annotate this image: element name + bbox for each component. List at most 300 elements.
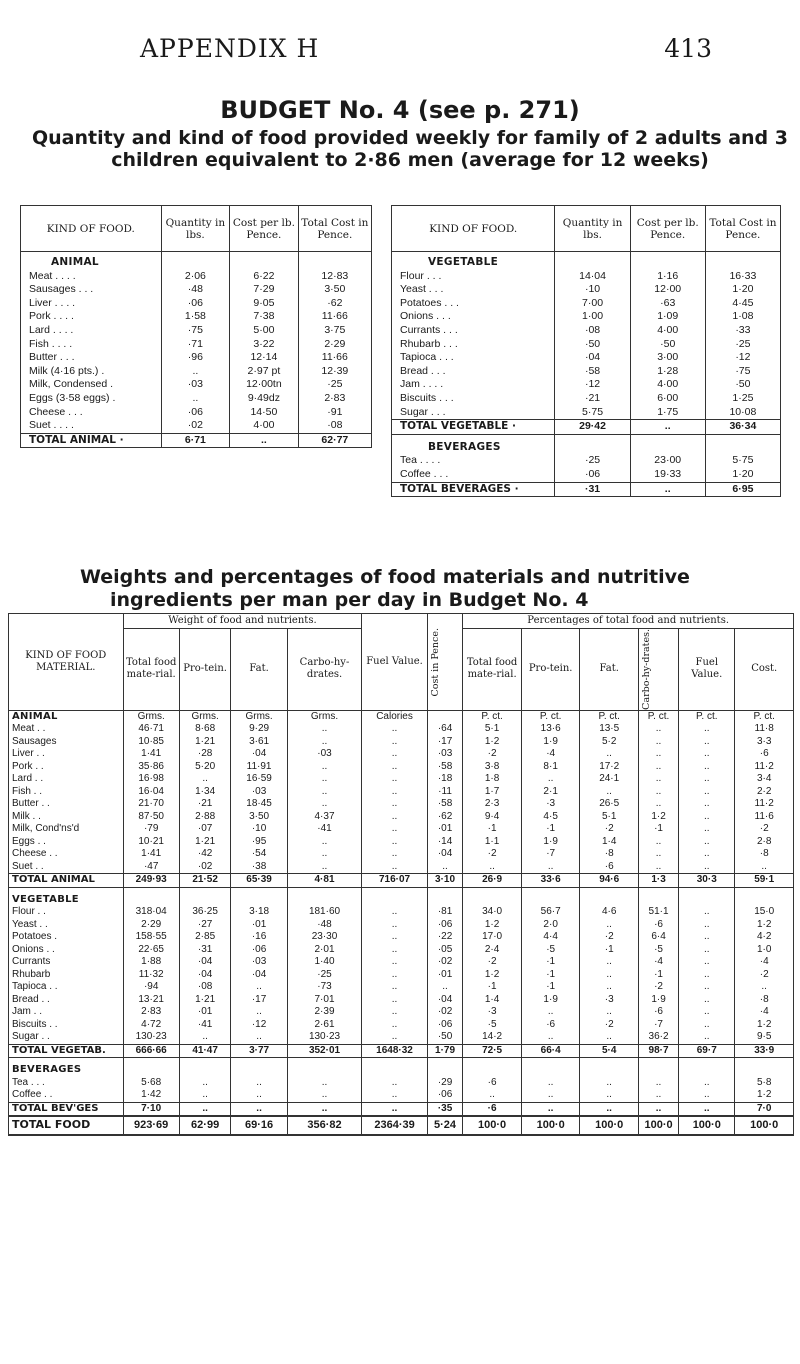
total-value: .. <box>580 1102 639 1116</box>
total-value: 100·0 <box>638 1116 678 1135</box>
row-label: Sugar . . <box>9 1031 124 1044</box>
row-value: 4·00 <box>630 324 705 338</box>
food-row <box>392 392 781 406</box>
row-value: 158·55 <box>123 931 179 944</box>
food-row <box>9 931 794 944</box>
total-value: 7·10 <box>123 1102 179 1116</box>
row-value: .. <box>287 1077 362 1090</box>
empty-cell <box>123 1058 179 1077</box>
row-value: 51·1 <box>638 906 678 919</box>
col-cost-pence: Cost in Pence. <box>429 627 441 697</box>
row-value: ·01 <box>427 823 463 836</box>
row-value: 5·8 <box>735 1077 794 1090</box>
row-value: 11·91 <box>231 761 287 774</box>
unit-label: P. ct. <box>735 710 794 723</box>
row-label: Onions . . <box>9 944 124 957</box>
row-value: 9·29 <box>231 723 287 736</box>
row-label: Fish . . . . <box>21 338 162 352</box>
row-value: .. <box>362 1089 427 1102</box>
row-value: ·02 <box>161 419 230 433</box>
row-value: .. <box>231 1089 287 1102</box>
row-value: ·25 <box>555 454 630 468</box>
row-label: Milk (4·16 pts.) . <box>21 365 162 379</box>
total-value: ·31 <box>555 482 630 497</box>
total-value: .. <box>638 1102 678 1116</box>
row-value: 7·01 <box>287 994 362 1007</box>
empty-cell <box>231 1058 287 1077</box>
row-label: Meat . . . . <box>21 270 162 284</box>
total-value: .. <box>231 1102 287 1116</box>
total-value: 62·77 <box>298 433 371 448</box>
row-label: Tapioca . . . <box>392 351 555 365</box>
row-value: ·3 <box>580 994 639 1007</box>
total-value: 2364·39 <box>362 1116 427 1135</box>
row-value: ·64 <box>427 723 463 736</box>
row-value: .. <box>362 861 427 874</box>
row-value: .. <box>679 761 735 774</box>
row-value: 12·14 <box>230 351 299 365</box>
row-value: 13·6 <box>521 723 580 736</box>
total-label: TOTAL VEGETAB. <box>9 1044 124 1058</box>
row-value: .. <box>679 836 735 849</box>
row-value: ·4 <box>638 956 678 969</box>
row-value: ·21 <box>179 798 231 811</box>
food-row <box>392 297 781 311</box>
unit-label: Grms. <box>231 710 287 723</box>
row-value: 2·4 <box>463 944 522 957</box>
section-heading-row <box>392 434 781 454</box>
total-value: 100·0 <box>735 1116 794 1135</box>
row-value: ·2 <box>580 823 639 836</box>
row-value: .. <box>231 981 287 994</box>
total-row <box>21 433 372 448</box>
row-label: Tea . . . . <box>392 454 555 468</box>
row-value: .. <box>521 1031 580 1044</box>
row-value: 2·2 <box>735 786 794 799</box>
row-value: ·08 <box>298 419 371 433</box>
food-row <box>392 365 781 379</box>
row-value: .. <box>362 761 427 774</box>
row-value: .. <box>362 1031 427 1044</box>
row-value: 13·5 <box>580 723 639 736</box>
row-value: .. <box>580 786 639 799</box>
row-value: ·12 <box>555 378 630 392</box>
food-row <box>9 1031 794 1044</box>
empty-cell <box>161 252 230 270</box>
row-value: .. <box>679 956 735 969</box>
row-value: .. <box>679 944 735 957</box>
row-value: 2·83 <box>298 392 371 406</box>
row-value: .. <box>679 906 735 919</box>
row-value: 35·86 <box>123 761 179 774</box>
row-value: .. <box>362 956 427 969</box>
row-value: 16·33 <box>705 270 780 284</box>
row-value: ·41 <box>287 823 362 836</box>
row-value: 11·2 <box>735 798 794 811</box>
col-total-food: Total food mate-rial. <box>123 629 179 711</box>
vegetable-budget-table <box>391 205 781 497</box>
food-row <box>21 283 372 297</box>
row-value: 7·29 <box>230 283 299 297</box>
empty-cell <box>287 887 362 906</box>
row-value: ·04 <box>427 848 463 861</box>
row-value: .. <box>679 969 735 982</box>
row-value: 1·16 <box>630 270 705 284</box>
total-value: 33·9 <box>735 1044 794 1058</box>
row-label: Currants <box>9 956 124 969</box>
food-row <box>9 786 794 799</box>
row-value: ·2 <box>580 931 639 944</box>
row-label: Flour . . <box>9 906 124 919</box>
row-value: ·17 <box>231 994 287 1007</box>
row-value: .. <box>638 1089 678 1102</box>
total-value: 29·42 <box>555 420 630 435</box>
total-value: 249·93 <box>123 874 179 888</box>
row-label: Sugar . . . <box>392 406 555 420</box>
row-label: Onions . . . <box>392 310 555 324</box>
total-value: 36·34 <box>705 420 780 435</box>
row-value: 8·1 <box>521 761 580 774</box>
row-value: .. <box>679 748 735 761</box>
total-label: TOTAL FOOD <box>9 1116 124 1135</box>
section-heading-row <box>9 887 794 906</box>
row-value: ·4 <box>735 956 794 969</box>
row-value: ·08 <box>179 981 231 994</box>
food-row <box>9 944 794 957</box>
row-value: 3·00 <box>630 351 705 365</box>
col-qty: Quantity in lbs. <box>161 206 230 252</box>
total-value: 923·69 <box>123 1116 179 1135</box>
row-value: .. <box>521 1089 580 1102</box>
row-value: .. <box>679 773 735 786</box>
total-value: 3·77 <box>231 1044 287 1058</box>
col-fat: Fat. <box>231 629 287 711</box>
col-fuel: Fuel Value. <box>362 614 427 711</box>
row-value: .. <box>638 1077 678 1090</box>
row-value: 11·8 <box>735 723 794 736</box>
row-value: .. <box>362 748 427 761</box>
row-value: ·96 <box>161 351 230 365</box>
row-value: 15·0 <box>735 906 794 919</box>
row-value: 1·21 <box>179 736 231 749</box>
section-heading: ANIMAL <box>21 252 162 270</box>
row-value: ·1 <box>638 969 678 982</box>
row-label: Rhubarb <box>9 969 124 982</box>
total-value: 1·3 <box>638 874 678 888</box>
empty-cell <box>638 1058 678 1077</box>
empty-cell <box>179 1058 231 1077</box>
empty-cell <box>705 252 780 270</box>
row-value: 24·1 <box>580 773 639 786</box>
row-value: 9·49dz <box>230 392 299 406</box>
food-row <box>21 338 372 352</box>
row-label: Biscuits . . <box>9 1019 124 1032</box>
total-value: 5·24 <box>427 1116 463 1135</box>
col-total: Total Cost in Pence. <box>298 206 371 252</box>
row-value: ·18 <box>427 773 463 786</box>
total-value: 66·4 <box>521 1044 580 1058</box>
total-value: .. <box>179 1102 231 1116</box>
col-cost-lb: Cost per lb. Pence. <box>230 206 299 252</box>
row-label: Fish . . <box>9 786 124 799</box>
food-row <box>9 969 794 982</box>
row-value: .. <box>287 848 362 861</box>
row-value: .. <box>287 773 362 786</box>
row-value: 1·2 <box>735 919 794 932</box>
row-value: 2·88 <box>179 811 231 824</box>
section-heading-row <box>21 252 372 270</box>
total-value: 30·3 <box>679 874 735 888</box>
row-value: ·29 <box>427 1077 463 1090</box>
row-value: 3·50 <box>298 283 371 297</box>
row-value: .. <box>679 823 735 836</box>
row-value: 23·30 <box>287 931 362 944</box>
row-value: ·06 <box>427 1019 463 1032</box>
total-value: 5·4 <box>580 1044 639 1058</box>
row-value: ·6 <box>580 861 639 874</box>
row-value: ·71 <box>161 338 230 352</box>
row-value: ·2 <box>735 823 794 836</box>
row-value: 1·9 <box>521 836 580 849</box>
unit-label: Grms. <box>179 710 231 723</box>
row-value: ·27 <box>179 919 231 932</box>
row-value: .. <box>362 931 427 944</box>
row-value: 17·0 <box>463 931 522 944</box>
row-value: ·38 <box>231 861 287 874</box>
row-value: .. <box>362 836 427 849</box>
col-protein: Pro-tein. <box>179 629 231 711</box>
row-label: Jam . . <box>9 1006 124 1019</box>
row-value: 10·08 <box>705 406 780 420</box>
row-value: ·25 <box>298 378 371 392</box>
row-label: Eggs . . <box>9 836 124 849</box>
row-value: 2·61 <box>287 1019 362 1032</box>
row-label: Liver . . . . <box>21 297 162 311</box>
weights-title-line1: Weights and percentages of food materials and nutritive <box>80 566 690 588</box>
food-row <box>392 468 781 482</box>
row-value: ·04 <box>179 969 231 982</box>
units-row <box>9 710 794 723</box>
empty-cell <box>555 434 630 454</box>
row-value: 2·85 <box>179 931 231 944</box>
row-value: ·5 <box>638 944 678 957</box>
row-value: ·10 <box>231 823 287 836</box>
food-row <box>9 773 794 786</box>
row-value: .. <box>638 798 678 811</box>
row-value: 4·4 <box>521 931 580 944</box>
total-value: 100·0 <box>580 1116 639 1135</box>
food-row <box>21 419 372 433</box>
row-value: .. <box>287 761 362 774</box>
col-kind: KIND OF FOOD. <box>392 206 555 252</box>
row-value: ·03 <box>427 748 463 761</box>
row-value: ·81 <box>427 906 463 919</box>
row-value: .. <box>679 1077 735 1090</box>
row-value: 3·18 <box>231 906 287 919</box>
row-value: 8·68 <box>179 723 231 736</box>
row-value: .. <box>231 1077 287 1090</box>
row-value: 12·00 <box>630 283 705 297</box>
row-value: 1·42 <box>123 1089 179 1102</box>
row-value: 2·83 <box>123 1006 179 1019</box>
row-value: ·17 <box>427 736 463 749</box>
row-value: .. <box>287 736 362 749</box>
row-value: ·2 <box>463 748 522 761</box>
row-value: 3·3 <box>735 736 794 749</box>
row-value: .. <box>679 919 735 932</box>
total-value: 98·7 <box>638 1044 678 1058</box>
total-value: 100·0 <box>521 1116 580 1135</box>
row-value: ·1 <box>580 944 639 957</box>
row-value: 11·2 <box>735 761 794 774</box>
row-value: .. <box>362 994 427 1007</box>
food-row <box>392 454 781 468</box>
row-value: .. <box>287 1089 362 1102</box>
total-value: 33·6 <box>521 874 580 888</box>
row-value: 1·08 <box>705 310 780 324</box>
row-value: ·3 <box>463 1006 522 1019</box>
row-value: ·07 <box>179 823 231 836</box>
row-value: 13·21 <box>123 994 179 1007</box>
row-label: Flour . . . <box>392 270 555 284</box>
row-value: ·03 <box>231 956 287 969</box>
food-row <box>21 270 372 284</box>
empty-cell <box>298 252 371 270</box>
row-value: ·03 <box>231 786 287 799</box>
row-value: ·28 <box>179 748 231 761</box>
empty-cell <box>362 1058 427 1077</box>
row-label: Milk, Condensed . <box>21 378 162 392</box>
food-row <box>9 823 794 836</box>
row-value: .. <box>362 981 427 994</box>
row-value: .. <box>362 736 427 749</box>
row-label: Bread . . . <box>392 365 555 379</box>
row-value: ·48 <box>287 919 362 932</box>
row-label: Sausages <box>9 736 124 749</box>
food-row <box>9 956 794 969</box>
row-label: Suet . . <box>9 861 124 874</box>
row-value: .. <box>580 1077 639 1090</box>
row-label: Yeast . . . <box>392 283 555 297</box>
row-value: ·04 <box>555 351 630 365</box>
row-value: 11·66 <box>298 351 371 365</box>
row-value: 1·20 <box>705 468 780 482</box>
col-pct-fat: Fat. <box>580 629 639 711</box>
row-value: 19·33 <box>630 468 705 482</box>
row-value: .. <box>287 723 362 736</box>
row-value: ·2 <box>638 981 678 994</box>
row-value: .. <box>580 969 639 982</box>
col-cost-lb: Cost per lb. Pence. <box>630 206 705 252</box>
row-value: 1·2 <box>735 1089 794 1102</box>
total-value: 716·07 <box>362 874 427 888</box>
row-value: 6·22 <box>230 270 299 284</box>
row-value: .. <box>362 919 427 932</box>
empty-cell <box>287 1058 362 1077</box>
row-value: 14·2 <box>463 1031 522 1044</box>
row-value: 14·04 <box>555 270 630 284</box>
col-carbo: Carbo-hy-drates. <box>287 629 362 711</box>
row-value: 2·29 <box>123 919 179 932</box>
weights-table <box>8 613 794 1136</box>
row-value: ·62 <box>298 297 371 311</box>
row-value: 1·41 <box>123 748 179 761</box>
row-value: 1·2 <box>463 969 522 982</box>
total-label: TOTAL BEVERAGES · <box>392 482 555 497</box>
row-value: 3·4 <box>735 773 794 786</box>
row-value: 2·97 pt <box>230 365 299 379</box>
row-value: .. <box>679 981 735 994</box>
row-value: 18·45 <box>231 798 287 811</box>
row-value: 4·45 <box>705 297 780 311</box>
row-value: 1·88 <box>123 956 179 969</box>
food-row <box>9 723 794 736</box>
row-value: 5·75 <box>555 406 630 420</box>
row-value: .. <box>362 906 427 919</box>
row-value: ·50 <box>555 338 630 352</box>
total-value: .. <box>679 1102 735 1116</box>
row-label: Butter . . <box>9 798 124 811</box>
row-label: Potatoes . . . <box>392 297 555 311</box>
row-value: .. <box>638 836 678 849</box>
row-value: .. <box>679 931 735 944</box>
unit-label: P. ct. <box>463 710 522 723</box>
food-row <box>9 811 794 824</box>
row-value: 1·9 <box>521 994 580 1007</box>
row-value: 1·0 <box>735 944 794 957</box>
row-value: ·04 <box>179 956 231 969</box>
row-value: ·1 <box>463 823 522 836</box>
row-label: Eggs (3·58 eggs) . <box>21 392 162 406</box>
row-value: 1·20 <box>705 283 780 297</box>
row-label: Butter . . . <box>21 351 162 365</box>
row-label: Tea . . . <box>9 1077 124 1090</box>
row-value: 1·9 <box>521 736 580 749</box>
empty-cell <box>521 887 580 906</box>
row-value: 2·0 <box>521 919 580 932</box>
food-row <box>9 981 794 994</box>
row-value: ·05 <box>427 944 463 957</box>
row-value: ·7 <box>638 1019 678 1032</box>
row-value: 5·1 <box>463 723 522 736</box>
food-row <box>9 919 794 932</box>
section-heading: VEGETABLE <box>9 887 124 906</box>
row-label: Yeast . . <box>9 919 124 932</box>
section-heading: VEGETABLE <box>392 252 555 270</box>
row-value: 16·04 <box>123 786 179 799</box>
row-value: .. <box>521 1006 580 1019</box>
row-value: ·50 <box>630 338 705 352</box>
empty-cell <box>230 252 299 270</box>
food-row <box>21 392 372 406</box>
row-value: ·06 <box>161 297 230 311</box>
empty-cell <box>679 887 735 906</box>
row-value: 2·3 <box>463 798 522 811</box>
row-value: ·11 <box>427 786 463 799</box>
row-value: ·91 <box>298 406 371 420</box>
total-value: 1·79 <box>427 1044 463 1058</box>
row-value: .. <box>679 736 735 749</box>
row-label: Jam . . . . <box>392 378 555 392</box>
food-row <box>21 351 372 365</box>
row-value: ·06 <box>555 468 630 482</box>
empty-cell <box>630 434 705 454</box>
row-value: ·4 <box>521 748 580 761</box>
total-value: .. <box>630 482 705 497</box>
row-label: Potatoes . <box>9 931 124 944</box>
row-value: 1·25 <box>705 392 780 406</box>
section-heading-row <box>9 1058 794 1077</box>
